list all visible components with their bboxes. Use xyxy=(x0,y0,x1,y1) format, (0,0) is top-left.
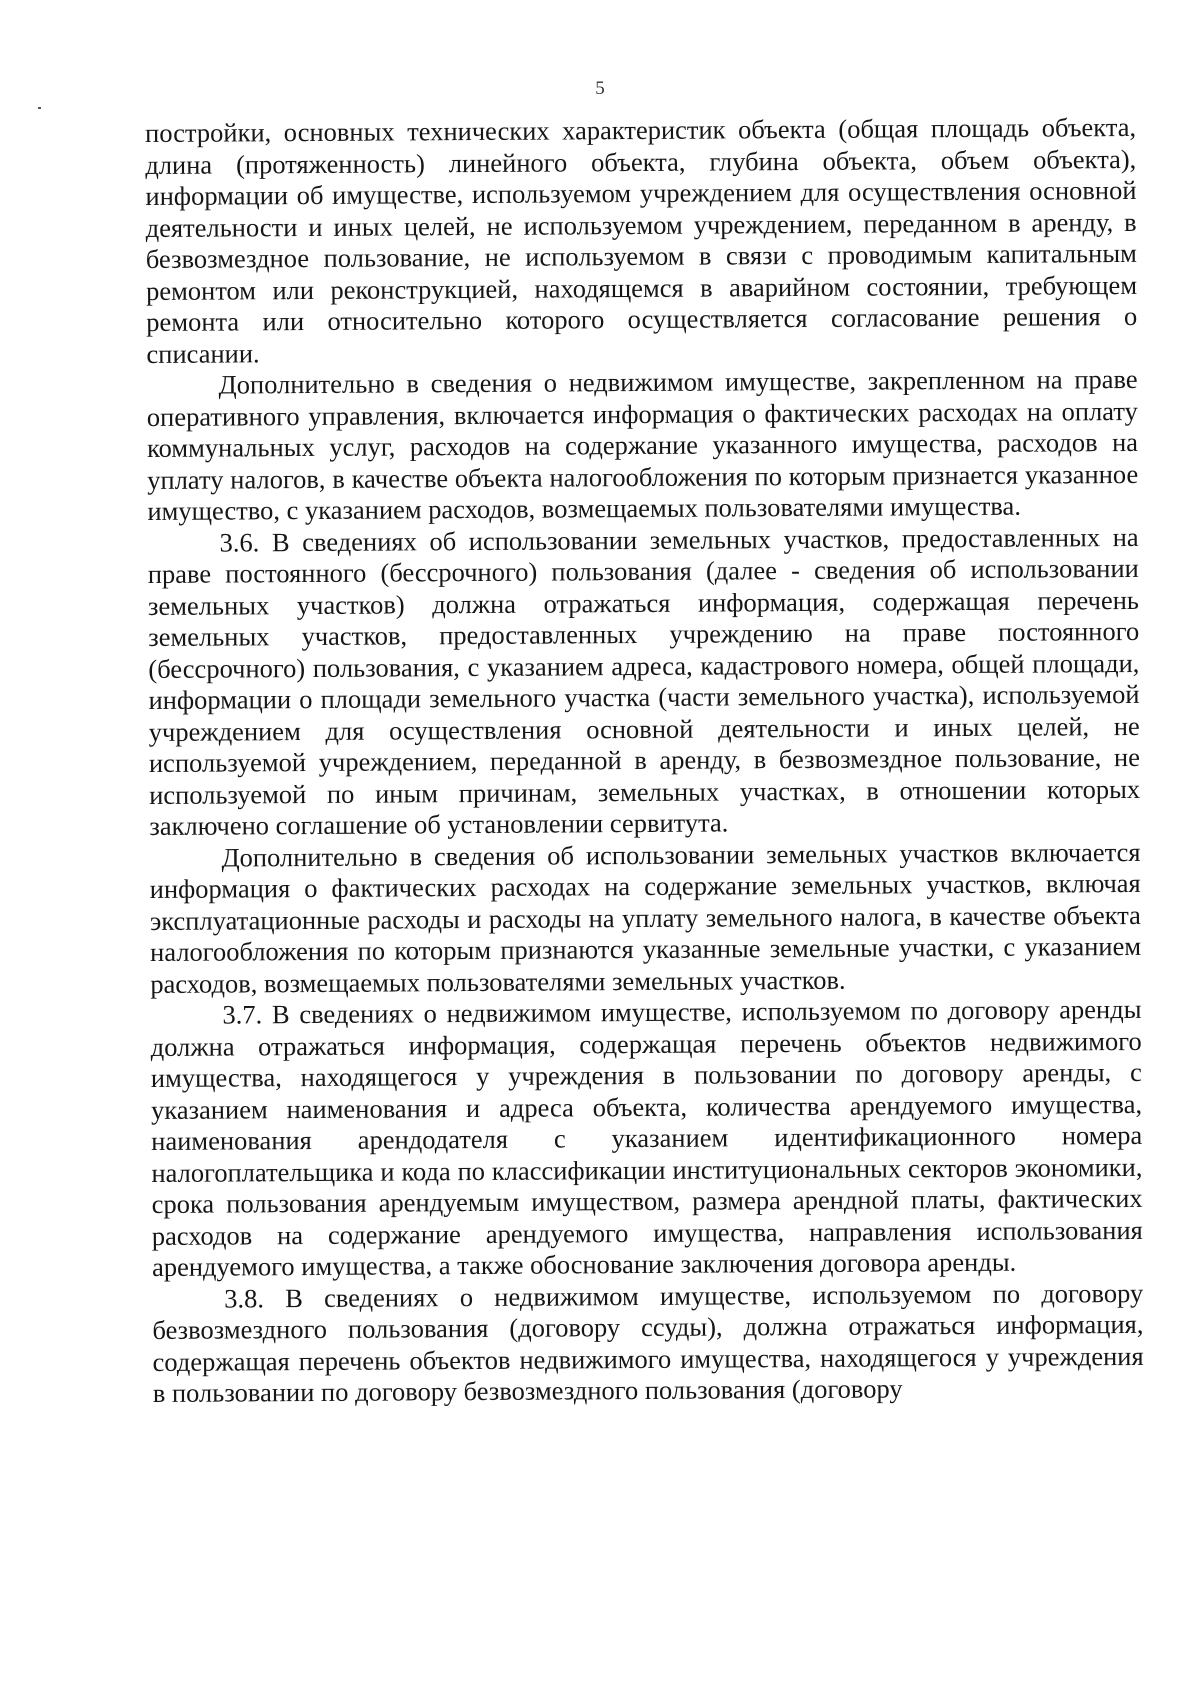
paragraph-3-7-lease: 3.7. В сведениях о недвижимом имуществе, используемом по договору аренды должна отражаться информация, содержащая перечень объектов недвижимого имущества, находящегося у учреждения в пользовании по договору аренды, с указанием наименования и адреса объекта, количества арендуемого имущества, наименования арендодателя с указанием идентификационного номера налогоплательщика и кода по классификации институциональных секторов экономики, срока пользования арендуемым имуществом, размера арендной платы, фактических расходов на содержание арендуемого имущества, направления использования арендуемого имущества, а также обоснование заключения договора аренды. xyxy=(150,993,1143,1282)
paragraph-3-8-free-use: 3.8. В сведениях о недвижимом имуществе, используемом по договору безвозмездного пользования (договору ссуды), должна отражаться информация, содержащая перечень объектов недвижимого имущества, находящегося у учреждения в пользовании по договору безвозмездного пользования (договору xyxy=(152,1277,1144,1408)
paragraph-3-6-land-use: 3.6. В сведениях об использовании земельных участков, предоставленных на праве постоянного (бессрочного) пользования (далее - сведения об использовании земельных участков) должна отражаться информация, содержащая перечень земельных участков, предоставленных учреждению на праве постоянного (бессрочного) пользования, с указанием адреса, кадастрового номера, общей площади, информации о площади земельного участка (части земельного участка), используемой учреждением для осуществления основной деятельности и иных целей, не используемой учреждением, переданной в аренду, в безвозмездное пользование, не используемой по иным причинам, земельных участках, в отношении которых заключено соглашение об установлении сервитута. xyxy=(147,521,1141,841)
paragraph-land-expenses: Дополнительно в сведения об использовании земельных участков включается информация о фактических расходах на содержание земельных участков, включая эксплуатационные расходы и расходы на уплату земельного налога, в качестве объекта налогообложения по которым признаются указанные земельные участки, с указанием расходов, возмещаемых пользователями земельных участков. xyxy=(149,836,1142,999)
page-number: 5 xyxy=(595,78,605,99)
scan-speck xyxy=(38,107,41,109)
body-text xyxy=(145,112,1144,1410)
paragraph-operational-management-expenses: Дополнительно в сведения о недвижимом имуществе, закрепленном на праве оперативного управления, включается информация о фактических расходах на оплату коммунальных услуг, расходов на содержание указанного имущества, расходов на уплату налогов, в качестве объекта налогообложения по которым признается указанное имущество, с указанием расходов, возмещаемых пользователями имущества. xyxy=(146,363,1139,526)
paragraph-continuation: постройки, основных технических характеристик объекта (общая площадь объекта, длина (протяженность) линейного объекта, глубина объекта, объем объекта), информации об имуществе, используемом учреждением для осуществления основной деятельности и иных целей, не используемом учреждением, переданном в аренду, в безвозмездное пользование, не используемом в связи с проводимым капитальным ремонтом или реконструкцией, находящемся в аварийном состоянии, требующем ремонта или относительно которого осуществляется согласование решения о списании. xyxy=(145,111,1138,369)
